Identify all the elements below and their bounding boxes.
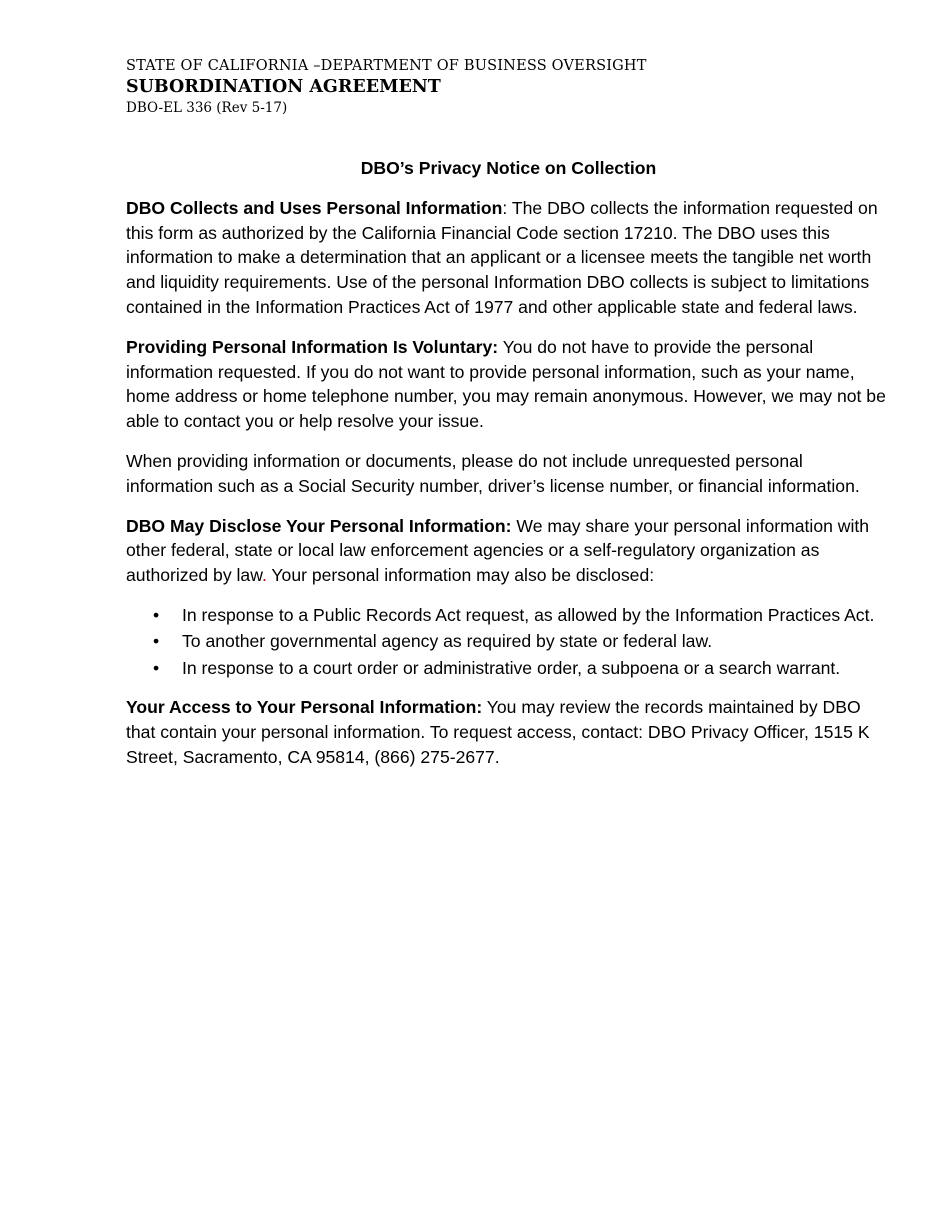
agency-name: STATE OF CALIFORNIA –DEPARTMENT OF BUSINESS OVERSIGHT (126, 58, 647, 74)
privacy-notice (126, 156, 891, 785)
disclose-text-a: We may share your personal information with other federal, state or local law enforcement agencies or a self-regulatory organization as authorized by law (126, 515, 870, 586)
disclose-paragraph (126, 514, 891, 588)
access-paragraph (126, 695, 891, 769)
disclose-text-b: Your personal information may also be disclosed: (266, 565, 655, 586)
list-item (126, 629, 891, 654)
list-item-text: In response to a court order or administrative order, a subpoena or a search warrant. (182, 657, 841, 678)
disclosure-list (126, 603, 891, 680)
bullet-icon: • (153, 604, 160, 625)
list-item-text: In response to a Public Records Act request, as allowed by the Information Practices Act. (182, 604, 875, 625)
access-heading: Your Access to Your Personal Information: (126, 697, 483, 718)
bullet-icon: • (153, 631, 160, 652)
bullet-icon: • (153, 657, 160, 678)
disclose-heading: DBO May Disclose Your Personal Information: (126, 515, 512, 536)
collects-text: : The DBO collects the information requested on this form as authorized by the California Financial Code section 17210. The DBO uses this information to make a determination that an applicant or a licensee meets the tangible net worth and liquidity requirements. Use of the personal Information DBO collects is subject to limitations contained in the Information Practices Act of 1977 and other applicable state and federal laws. (126, 197, 878, 317)
list-item (126, 656, 891, 681)
disclose-period: . (261, 565, 267, 586)
list-item-text: To another governmental agency as required by state or federal law. (182, 631, 713, 652)
voluntary-paragraph (126, 335, 891, 434)
notice-title: DBO’s Privacy Notice on Collection (360, 158, 657, 178)
form-title: SUBORDINATION AGREEMENT (126, 77, 441, 97)
form-number: DBO-EL 336 (Rev 5-17) (126, 100, 288, 116)
voluntary-heading: Providing Personal Information Is Voluntary: (126, 336, 499, 357)
collects-paragraph (126, 196, 891, 320)
voluntary-text: You do not have to provide the personal information requested. If you do not want to provide personal information, such as your name, home address or home telephone number, you may remain anonymous. However, we may not be able to contact you or help resolve your issue. (126, 336, 886, 432)
list-item (126, 603, 891, 628)
collects-heading: DBO Collects and Uses Personal Information (126, 197, 503, 218)
unrequested-paragraph: When providing information or documents, please do not include unrequested personal information such as a Social Security number, driver’s license number, or financial information. (126, 450, 860, 496)
form-header (126, 56, 647, 117)
access-text: You may review the records maintained by DBO that contain your personal information. To request access, contact: DBO Privacy Officer, 1515 K Street, Sacramento, CA 95814, (866) 275-2677. (126, 697, 870, 767)
